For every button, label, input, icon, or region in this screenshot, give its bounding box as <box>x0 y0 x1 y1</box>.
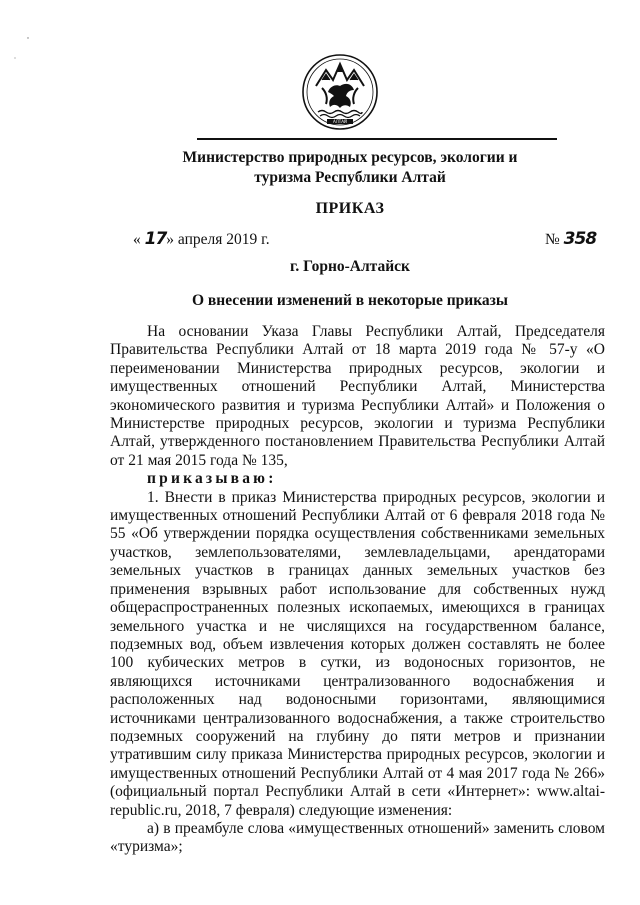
coat-of-arms-emblem <box>300 52 380 132</box>
order-number <box>545 229 596 249</box>
order-subject: О внесении изменений в некоторые приказы <box>192 292 508 309</box>
ministry-line-1: Министерство природных ресурсов, экологии и <box>182 149 518 166</box>
ministry-line-2: туризма Республики Алтай <box>254 169 446 186</box>
date-day-handwritten: 17 <box>144 229 167 249</box>
order-date <box>133 229 270 249</box>
document-body <box>110 323 605 857</box>
header-divider <box>197 138 557 140</box>
number-handwritten: 358 <box>563 229 597 249</box>
svg-text:АЛТАЙ: АЛТАЙ <box>333 119 347 124</box>
scan-specks <box>6 22 46 62</box>
city-name: г. Горно-Алтайск <box>290 258 410 275</box>
item-1a-paragraph: а) в преамбуле слова «имущественных отношений» заменить словом «туризма»; <box>110 819 605 856</box>
order-word: приказываю: <box>147 470 277 488</box>
date-open-quote: « <box>133 231 145 248</box>
document-type: ПРИКАЗ <box>315 200 385 217</box>
ministry-name <box>110 148 590 188</box>
date-rest: » апреля 2019 г. <box>166 231 270 248</box>
preamble-paragraph: На основании Указа Главы Республики Алтай, Председателя Правительства Республики Алтай от 18 марта 2019 года № 57-у «О переименовании Министерства природных ресурсов, экологии и имущественных отношений Республики Алтай, Министерства экономического развития и туризма Республики Алтай» и Положения о Министерстве природных ресурсов, экологии и туризма Республики Алтай, утвержденного постановлением Правительства Республики Алтай от 21 мая 2015 года № 135, <box>110 323 605 469</box>
number-prefix: № <box>545 231 564 248</box>
item-1-paragraph: 1. Внести в приказ Министерства природных ресурсов, экологии и имущественных отношений Республики Алтай от 6 февраля 2018 года № 55 «Об утверждении порядка осуществления собственниками земельных участков, землепользователями, землевладельцами, арендаторами земельных участков в границах данных земельных участков без применения взрывных работ использование для собственных нужд общераспространенных полезных ископаемых, имеющихся в границах земельного участка и не числящихся на государственном балансе, подземных вод, объем извлечения которых должен составлять не более 100 кубических метров в сутки, из водоносных горизонтов, не являющихся источниками централизованного водоснабжения и расположенных над водоносными горизонтами, являющимися источниками централизованного водоснабжения, а также строительство подземных сооружений на глубину до пяти метров и признании утратившим силу приказа Министерства природных ресурсов, экологии и имущественных отношений Республики Алтай от 4 мая 2017 года № 266» (официальный портал Республики Алтай в сети «Интернет»: www.altai-republic.ru, 2018, 7 февраля) следующие изменения: <box>110 488 605 819</box>
